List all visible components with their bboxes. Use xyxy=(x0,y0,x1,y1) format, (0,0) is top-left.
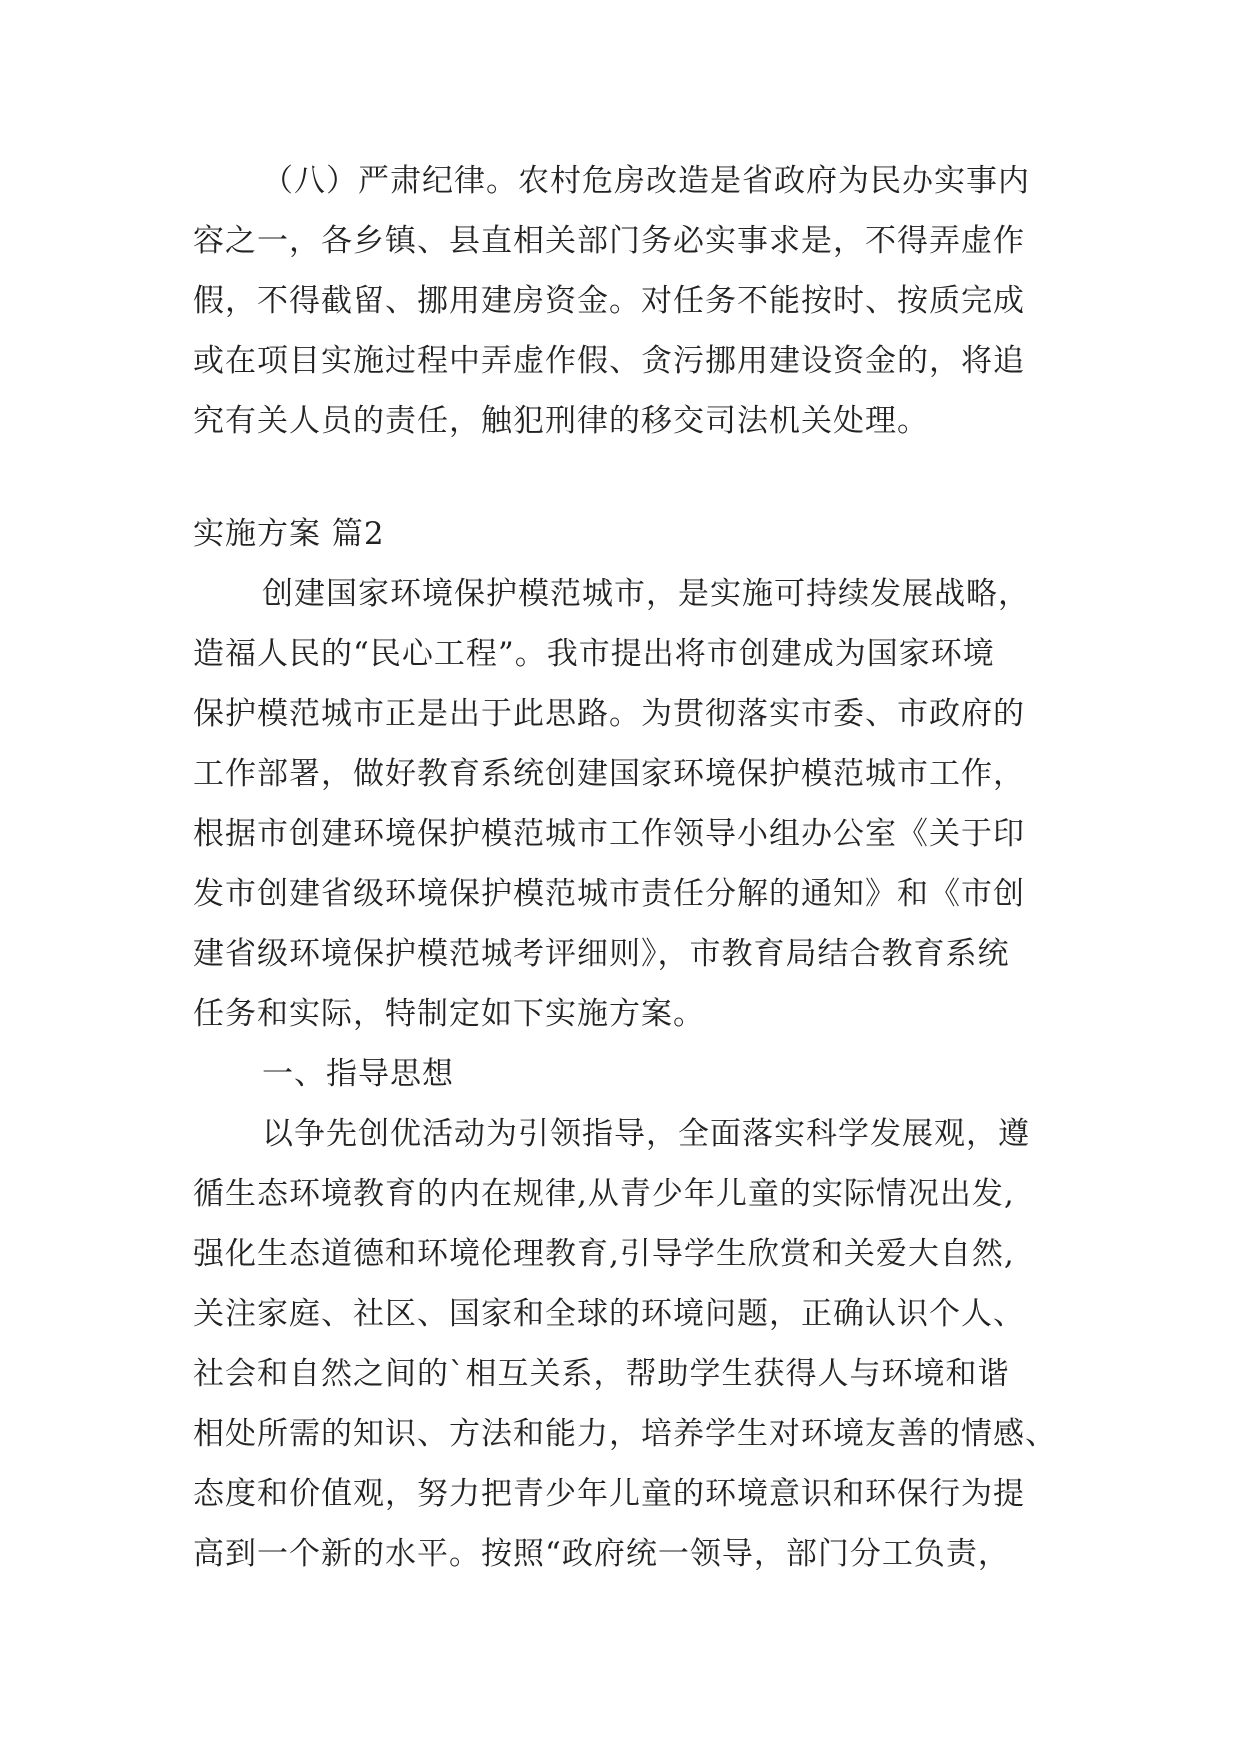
text-line-13: 建省级环境保护模范城考评细则》，市教育局结合教育系统 xyxy=(193,936,1010,972)
text-line-23: 高到一个新的水平。按照“政府统一领导，部门分工负责， xyxy=(193,1536,1010,1572)
text-line-14: 任务和实际，特制定如下实施方案。 xyxy=(193,996,705,1032)
text-line-11: 根据市创建环境保护模范城市工作领导小组办公室《关于印 xyxy=(193,816,1025,852)
text-line-1: （八）严肃纪律。农村危房改造是省政府为民办实事内 xyxy=(262,163,1030,199)
text-line-19: 关注家庭、社区、国家和全球的环境问题，正确认识个人、 xyxy=(193,1296,1025,1332)
text-line-5: 究有关人员的责任，触犯刑律的移交司法机关处理。 xyxy=(193,403,929,439)
text-line-9: 保护模范城市正是出于此思路。为贯彻落实市委、市政府的 xyxy=(193,696,1025,732)
text-line-2: 容之一，各乡镇、县直相关部门务必实事求是，不得弄虚作 xyxy=(193,223,1025,259)
section-heading: 实施方案 篇2 xyxy=(193,516,385,552)
text-line-18: 强化生态道德和环境伦理教育,引导学生欣赏和关爱大自然, xyxy=(193,1236,1015,1272)
text-line-7: 创建国家环境保护模范城市，是实施可持续发展战略， xyxy=(262,576,1030,612)
text-line-16: 以争先创优活动为引领指导，全面落实科学发展观，遵 xyxy=(262,1116,1030,1152)
text-line-21: 相处所需的知识、方法和能力，培养学生对环境友善的情感、 xyxy=(193,1416,1057,1452)
text-line-4: 或在项目实施过程中弄虚作假、贪污挪用建设资金的，将追 xyxy=(193,343,1025,379)
text-line-8: 造福人民的“民心工程”。我市提出将市创建成为国家环境 xyxy=(193,636,995,672)
text-line-10: 工作部署，做好教育系统创建国家环境保护模范城市工作， xyxy=(193,756,1025,792)
text-line-17: 循生态环境教育的内在规律,从青少年儿童的实际情况出发, xyxy=(193,1176,1015,1212)
text-line-3: 假，不得截留、挪用建房资金。对任务不能按时、按质完成 xyxy=(193,283,1025,319)
text-line-20: 社会和自然之间的`相互关系，帮助学生获得人与环境和谐 xyxy=(193,1356,1010,1392)
text-line-12: 发市创建省级环境保护模范城市责任分解的通知》和《市创 xyxy=(193,876,1025,912)
text-line-22: 态度和价值观，努力把青少年儿童的环境意识和环保行为提 xyxy=(193,1476,1025,1512)
subheading-guiding-ideology: 一、指导思想 xyxy=(262,1056,454,1092)
